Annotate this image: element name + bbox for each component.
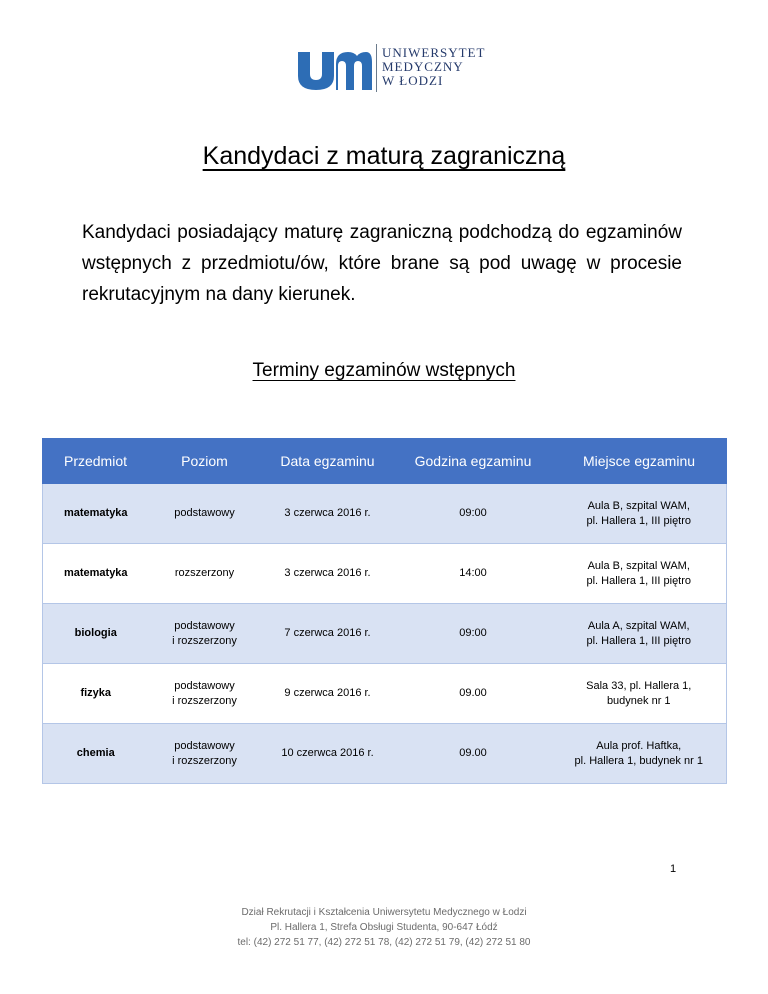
- cell-place: [552, 664, 727, 724]
- table-row: [43, 664, 727, 724]
- cell-date: 7 czerwca 2016 r.: [261, 604, 395, 664]
- header-place: Miejsce egzaminu: [552, 439, 727, 484]
- level-line-1: podstawowy: [174, 619, 235, 632]
- place-line-2: pl. Hallera 1, III piętro: [586, 514, 692, 527]
- cell-time: 14:00: [395, 544, 552, 604]
- table-row: [43, 724, 727, 784]
- footer-line-2: Pl. Hallera 1, Strefa Obsługi Studenta, 90-647 Łódź: [270, 922, 498, 933]
- header-date: Data egzaminu: [261, 439, 395, 484]
- place-line-2: pl. Hallera 1, III piętro: [586, 634, 692, 647]
- table-row: [43, 604, 727, 664]
- logo-divider: [376, 44, 377, 92]
- cell-time: 09.00: [395, 724, 552, 784]
- place-line-1: Aula B, szpital WAM,: [587, 559, 690, 572]
- table-header-row: [43, 439, 727, 484]
- level-line-2: i rozszerzony: [172, 754, 237, 767]
- cell-level: [149, 544, 261, 604]
- cell-date: 3 czerwca 2016 r.: [261, 544, 395, 604]
- level-line-1: podstawowy: [174, 679, 235, 692]
- um-logo-mark-icon: [296, 50, 372, 90]
- cell-subject: matematyka: [43, 484, 149, 544]
- cell-place: [552, 484, 727, 544]
- header-subject: Przedmiot: [43, 439, 149, 484]
- cell-date: 10 czerwca 2016 r.: [261, 724, 395, 784]
- cell-subject: fizyka: [43, 664, 149, 724]
- page-footer: [0, 905, 768, 950]
- place-line-2: budynek nr 1: [606, 694, 671, 707]
- place-line-1: Aula prof. Haftka,: [596, 739, 682, 752]
- cell-subject: matematyka: [43, 544, 149, 604]
- cell-time: 09:00: [395, 604, 552, 664]
- header-level: Poziom: [149, 439, 261, 484]
- cell-subject: chemia: [43, 724, 149, 784]
- intro-paragraph: Kandydaci posiadający maturę zagraniczną podchodzą do egzaminów wstępnych z przedmiotu/ów, które brane są pod uwagę w procesie rekrutacyjnym na dany kierunek.: [82, 222, 682, 305]
- cell-level: [149, 604, 261, 664]
- cell-place: [552, 604, 727, 664]
- page-number: 1: [670, 863, 677, 875]
- place-line-2: pl. Hallera 1, budynek nr 1: [574, 754, 703, 767]
- header-time: Godzina egzaminu: [395, 439, 552, 484]
- level-line-1: podstawowy: [174, 507, 235, 519]
- table-row: [43, 484, 727, 544]
- level-line-1: podstawowy: [174, 739, 235, 752]
- footer-line-3: tel: (42) 272 51 77, (42) 272 51 78, (42) 272 51 79, (42) 272 51 80: [237, 937, 531, 948]
- logo-line-1: UNIWERSYTET: [382, 45, 486, 60]
- place-line-2: pl. Hallera 1, III piętro: [586, 574, 692, 587]
- place-line-1: Aula A, szpital WAM,: [587, 619, 690, 632]
- section-subtitle: Terminy egzaminów wstępnych: [252, 360, 516, 381]
- place-line-1: Aula B, szpital WAM,: [587, 499, 690, 512]
- cell-time: 09:00: [395, 484, 552, 544]
- level-line-1: rozszerzony: [174, 567, 235, 579]
- cell-level: [149, 484, 261, 544]
- logo-text: [382, 46, 485, 88]
- cell-level: [149, 664, 261, 724]
- page-title: Kandydaci z maturą zagraniczną: [202, 142, 566, 170]
- university-logo: [296, 40, 496, 96]
- cell-place: [552, 544, 727, 604]
- level-line-2: i rozszerzony: [172, 694, 237, 707]
- cell-level: [149, 724, 261, 784]
- cell-subject: biologia: [43, 604, 149, 664]
- place-line-1: Sala 33, pl. Hallera 1,: [586, 679, 692, 692]
- logo-line-2: MEDYCZNY: [382, 59, 464, 74]
- cell-place: [552, 724, 727, 784]
- footer-line-1: Dział Rekrutacji i Kształcenia Uniwersytetu Medycznego w Łodzi: [241, 907, 527, 918]
- cell-date: 3 czerwca 2016 r.: [261, 484, 395, 544]
- level-line-2: i rozszerzony: [172, 634, 237, 647]
- cell-date: 9 czerwca 2016 r.: [261, 664, 395, 724]
- exam-schedule-table: [42, 438, 727, 784]
- logo-line-3: W ŁODZI: [382, 73, 444, 88]
- table-row: [43, 544, 727, 604]
- cell-time: 09.00: [395, 664, 552, 724]
